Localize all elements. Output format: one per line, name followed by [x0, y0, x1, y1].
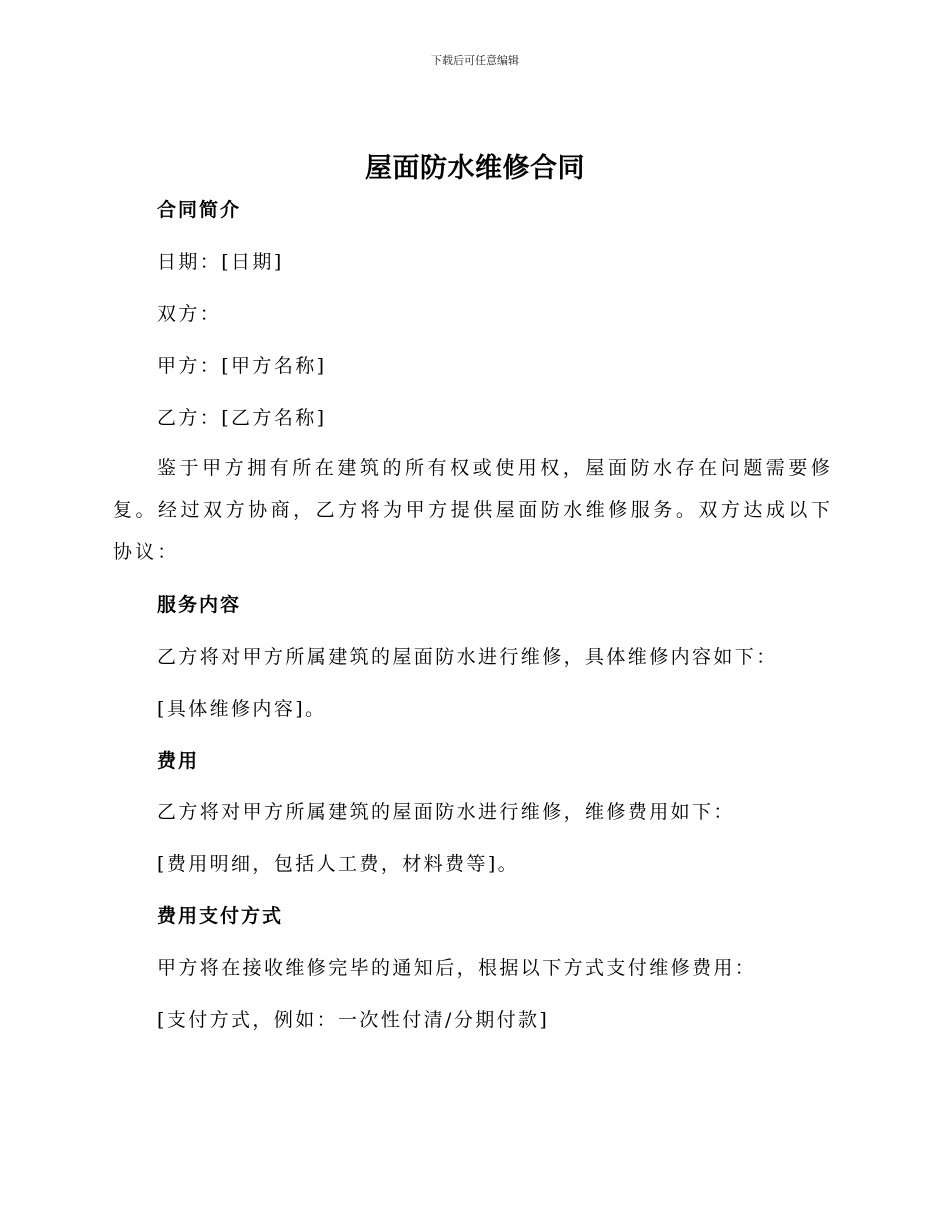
page-header-note: 下载后可任意编辑 [431, 54, 519, 67]
document-title: 屋面防水维修合同 [365, 153, 585, 184]
parties-line: 双方： [157, 303, 222, 325]
payment-placeholder: [支付方式，例如：一次性付清/分期付款] [157, 1009, 550, 1031]
party-a-line: 甲方：[甲方名称] [157, 355, 327, 377]
service-placeholder: [具体维修内容]。 [157, 698, 327, 720]
section-heading-payment: 费用支付方式 [157, 905, 284, 927]
preamble-paragraph: 鉴于甲方拥有所在建筑的所有权或使用权，屋面防水存在问题需要修复。经过双方协商，乙方将为甲方提供屋面防水维修服务。双方达成以下协议： [113, 457, 833, 563]
section-heading-fees: 费用 [157, 750, 200, 772]
payment-text: 甲方将在接收维修完毕的通知后，根据以下方式支付维修费用： [157, 957, 757, 979]
section-heading-service: 服务内容 [157, 594, 242, 616]
party-b-line: 乙方：[乙方名称] [157, 407, 327, 429]
section-heading-intro: 合同简介 [157, 199, 242, 221]
fees-placeholder: [费用明细，包括人工费，材料费等]。 [157, 853, 520, 875]
service-text: 乙方将对甲方所属建筑的屋面防水进行维修，具体维修内容如下： [157, 646, 778, 668]
date-line: 日期：[日期] [157, 251, 284, 273]
fees-text: 乙方将对甲方所属建筑的屋面防水进行维修，维修费用如下： [157, 801, 735, 823]
